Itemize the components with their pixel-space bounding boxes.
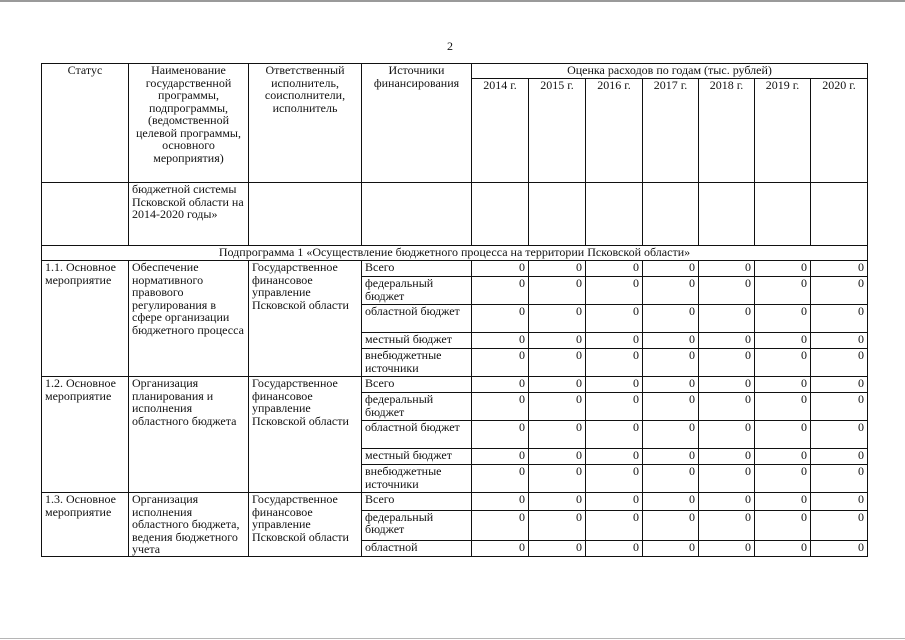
expense-value: 0	[586, 465, 643, 493]
expense-value: 0	[699, 333, 755, 349]
section-responsible: Государственное финансовое управление Псковской области	[249, 261, 362, 377]
continuation-empty-cell	[755, 183, 811, 246]
expense-value: 0	[529, 465, 586, 493]
funding-source: федеральный бюджет	[362, 510, 472, 541]
expense-value: 0	[755, 465, 811, 493]
funding-source: Всего	[362, 377, 472, 393]
expense-value: 0	[811, 305, 868, 333]
header-row-1	[42, 64, 868, 79]
expense-value: 0	[811, 333, 868, 349]
header-year: 2020 г.	[811, 79, 868, 183]
expense-value: 0	[643, 377, 699, 393]
funding-source: местный бюджет	[362, 449, 472, 465]
header-sources: Источники финансирования	[362, 64, 472, 183]
continuation-empty-cell	[529, 183, 586, 246]
expense-value: 0	[811, 465, 868, 493]
table-body	[42, 64, 868, 557]
expense-value: 0	[755, 510, 811, 541]
section-responsible: Государственное финансовое управление Псковской области	[249, 493, 362, 557]
expense-value: 0	[529, 393, 586, 421]
expense-value: 0	[755, 377, 811, 393]
expense-value: 0	[699, 465, 755, 493]
expense-value: 0	[586, 493, 643, 511]
expense-value: 0	[472, 449, 529, 465]
funding-source: областной бюджет	[362, 421, 472, 449]
expense-value: 0	[643, 349, 699, 377]
expense-value: 0	[529, 421, 586, 449]
expense-value: 0	[586, 305, 643, 333]
section-name: Организация исполнения областного бюджета, ведения бюджетного учета	[129, 493, 249, 557]
scan-edge-bottom	[0, 638, 905, 639]
header-year: 2018 г.	[699, 79, 755, 183]
expense-value: 0	[529, 377, 586, 393]
expense-value: 0	[586, 333, 643, 349]
expense-value: 0	[643, 305, 699, 333]
expense-value: 0	[755, 393, 811, 421]
expense-value: 0	[811, 349, 868, 377]
expense-value: 0	[529, 305, 586, 333]
expense-value: 0	[811, 393, 868, 421]
header-year: 2019 г.	[755, 79, 811, 183]
expense-value: 0	[755, 493, 811, 511]
expense-value: 0	[699, 261, 755, 277]
expense-value: 0	[472, 377, 529, 393]
expense-value: 0	[529, 493, 586, 511]
expense-value: 0	[472, 421, 529, 449]
expense-value: 0	[586, 541, 643, 556]
expense-value: 0	[755, 277, 811, 305]
expense-value: 0	[643, 449, 699, 465]
expense-value: 0	[643, 261, 699, 277]
subprogram-row	[42, 246, 868, 261]
expense-value: 0	[643, 421, 699, 449]
header-expenses: Оценка расходов по годам (тыс. рублей)	[472, 64, 868, 79]
expense-value: 0	[472, 465, 529, 493]
expense-value: 0	[755, 421, 811, 449]
header-year: 2017 г.	[643, 79, 699, 183]
funding-source: Всего	[362, 493, 472, 511]
expense-value: 0	[472, 493, 529, 511]
expense-value: 0	[699, 510, 755, 541]
funding-source: федеральный бюджет	[362, 277, 472, 305]
expense-value: 0	[586, 421, 643, 449]
section-name: Обеспечение нормативного правового регулирования в сфере организации бюджетного процесса	[129, 261, 249, 377]
expense-value: 0	[643, 493, 699, 511]
expense-value: 0	[699, 277, 755, 305]
subprogram-title: Подпрограмма 1 «Осуществление бюджетного процесса на территории Псковской области»	[42, 246, 868, 261]
expense-value: 0	[643, 465, 699, 493]
expense-value: 0	[472, 277, 529, 305]
expense-value: 0	[699, 393, 755, 421]
funding-source: Всего	[362, 261, 472, 277]
funding-source: внебюджетные источники	[362, 349, 472, 377]
expense-value: 0	[755, 261, 811, 277]
header-year: 2015 г.	[529, 79, 586, 183]
expense-value: 0	[755, 541, 811, 556]
expense-value: 0	[811, 377, 868, 393]
expense-value: 0	[755, 449, 811, 465]
header-year: 2014 г.	[472, 79, 529, 183]
expense-value: 0	[586, 277, 643, 305]
expense-value: 0	[811, 421, 868, 449]
expense-value: 0	[699, 421, 755, 449]
expense-value: 0	[699, 349, 755, 377]
expense-value: 0	[472, 305, 529, 333]
expense-value: 0	[529, 510, 586, 541]
expense-value: 0	[699, 305, 755, 333]
expense-value: 0	[472, 261, 529, 277]
expense-value: 0	[472, 333, 529, 349]
expense-value: 0	[586, 449, 643, 465]
funding-source: областной бюджет	[362, 305, 472, 333]
expense-value: 0	[699, 377, 755, 393]
expense-value: 0	[529, 541, 586, 556]
continuation-empty-cell	[699, 183, 755, 246]
expense-value: 0	[811, 449, 868, 465]
expense-value: 0	[472, 541, 529, 556]
expense-value: 0	[586, 510, 643, 541]
section-status: 1.3. Основное мероприятие	[42, 493, 129, 557]
continuation-empty-cell	[472, 183, 529, 246]
expense-value: 0	[643, 510, 699, 541]
expense-value: 0	[811, 277, 868, 305]
expense-value: 0	[643, 541, 699, 556]
expense-value: 0	[472, 510, 529, 541]
expense-value: 0	[755, 305, 811, 333]
header-status: Статус	[42, 64, 129, 183]
expense-value: 0	[811, 541, 868, 556]
section-name: Организация планирования и исполнения областного бюджета	[129, 377, 249, 493]
expense-value: 0	[755, 333, 811, 349]
funding-source: внебюджетные источники	[362, 465, 472, 493]
expense-value: 0	[643, 333, 699, 349]
expense-value: 0	[586, 349, 643, 377]
funding-source: федеральный бюджет	[362, 393, 472, 421]
continuation-empty-cell	[249, 183, 362, 246]
expense-value: 0	[586, 377, 643, 393]
expense-value: 0	[529, 349, 586, 377]
continuation-empty-cell	[586, 183, 643, 246]
budget-table	[41, 63, 868, 557]
expense-value: 0	[811, 493, 868, 511]
continuation-empty-cell	[811, 183, 868, 246]
section-status: 1.1. Основное мероприятие	[42, 261, 129, 377]
expense-value: 0	[472, 349, 529, 377]
expense-value: 0	[529, 449, 586, 465]
header-responsible: Ответственный исполнитель, соисполнители, исполнитель	[249, 64, 362, 183]
expense-value: 0	[699, 449, 755, 465]
continuation-empty-cell	[362, 183, 472, 246]
continuation-row	[42, 183, 868, 246]
funding-source: областной	[362, 541, 472, 556]
expense-value: 0	[472, 393, 529, 421]
section-responsible: Государственное финансовое управление Псковской области	[249, 377, 362, 493]
continuation-name-cell: бюджетной системы Псковской области на 2014-2020 годы»	[129, 183, 249, 246]
expense-value: 0	[643, 277, 699, 305]
expense-value: 0	[529, 333, 586, 349]
funding-source: местный бюджет	[362, 333, 472, 349]
table-row	[42, 261, 868, 277]
section-status: 1.2. Основное мероприятие	[42, 377, 129, 493]
expense-value: 0	[811, 261, 868, 277]
expense-value: 0	[699, 493, 755, 511]
continuation-status-cell	[42, 183, 129, 246]
expense-value: 0	[586, 393, 643, 421]
table-row	[42, 377, 868, 393]
page-number: 2	[447, 39, 453, 53]
table-row	[42, 493, 868, 511]
expense-value: 0	[529, 261, 586, 277]
expense-value: 0	[811, 510, 868, 541]
header-year: 2016 г.	[586, 79, 643, 183]
header-name: Наименование государственной программы, подпрограммы, (ведомственной целевой программы, основного мероприятия)	[129, 64, 249, 183]
expense-value: 0	[643, 393, 699, 421]
expense-value: 0	[755, 349, 811, 377]
scan-edge-top	[0, 0, 905, 2]
continuation-empty-cell	[643, 183, 699, 246]
expense-value: 0	[699, 541, 755, 556]
expense-value: 0	[529, 277, 586, 305]
expense-value: 0	[586, 261, 643, 277]
